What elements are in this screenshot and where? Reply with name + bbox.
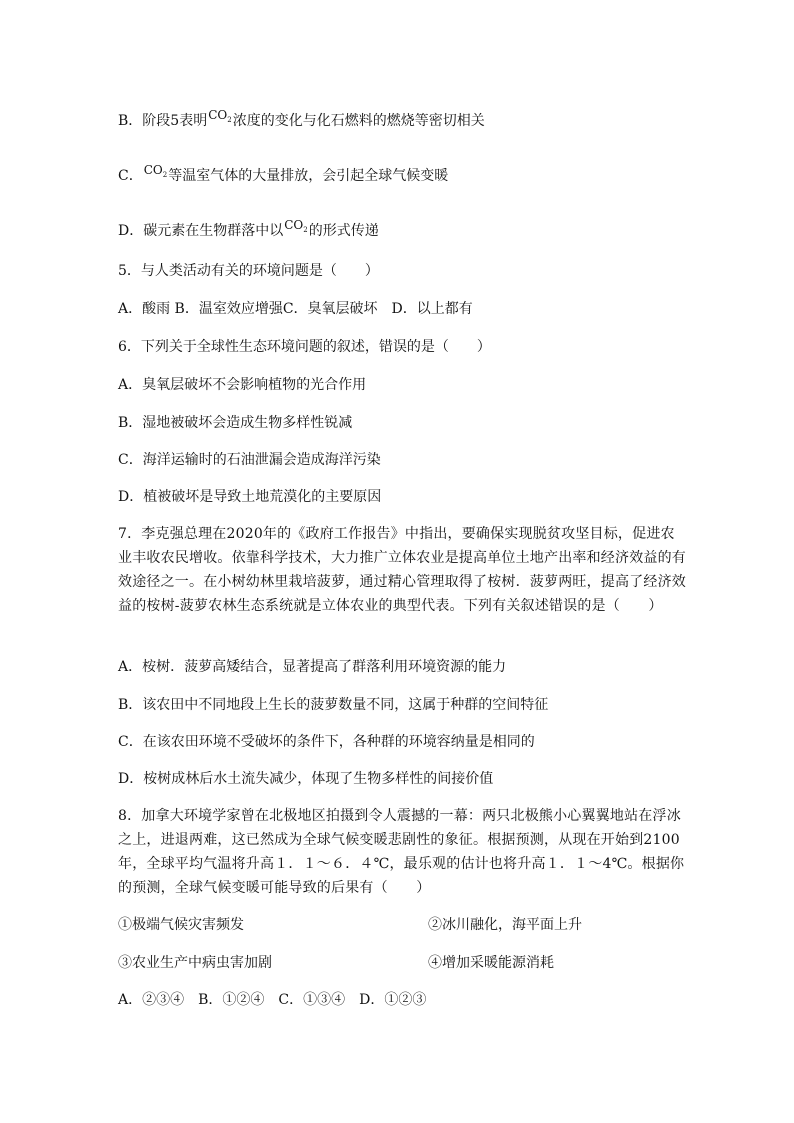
q8-item-1: ①极端气候灾害频发	[118, 917, 244, 933]
q7-option-a: A．桉树．菠萝高矮结合，显著提高了群落利用环境资源的能力	[118, 659, 507, 675]
q8-item-3: ③农业生产中病虫害加剧	[118, 955, 272, 971]
q7-option-c: C．在该农田环境不受破坏的条件下，各种群的环境容纳量是相同的	[118, 734, 535, 750]
q7-option-d: D．桉树成林后水土流失减少，体现了生物多样性的间接价值	[118, 771, 494, 787]
q4-option-b-text-2: 浓度的变化与化石燃料的燃烧等密切相关	[232, 113, 485, 129]
q8-items-row-2	[118, 952, 684, 974]
co2-formula: $CO_2$	[143, 163, 168, 179]
q6-option-c: C．海洋运输时的石油泄漏会造成海洋污染	[118, 452, 381, 468]
q4-option-d	[118, 220, 684, 244]
q8-item-2: ②冰川融化，海平面上升	[428, 917, 582, 933]
q4-option-b-text-1: B．阶段5表明	[118, 113, 208, 129]
q8-stem: 8．加拿大环境学家曾在北极地区拍摄到令人震撼的一幕：两只北极熊小心翼翼地站在浮冰之上，进退两难，这已然成为全球气候变暖悲剧性的象征。根据预测，从现在开始到2100年，全球平均气温将升高１．１～６．４℃，最乐观的估计也将升高１．１～4℃。根据你的预测，全球气候变暖可能导致的后果有（ ）	[118, 808, 685, 896]
q4-option-d-text-1: D．碳元素在生物群落中以	[118, 223, 284, 239]
q4-option-c	[118, 165, 684, 189]
q5-stem: 5．与人类活动有关的环境问题是（ ）	[118, 263, 379, 279]
q7-option-b: B．该农田中不同地段上生长的菠萝数量不同，这属于种群的空间特征	[118, 697, 549, 713]
co2-formula: $CO_2$	[284, 218, 308, 234]
q8-options: A．②③④ B．①②④ C．①③④ D．①②③	[118, 992, 427, 1008]
q4-option-c-text-2: 等温室气体的大量排放，会引起全球气候变暖	[168, 168, 449, 184]
q6-stem: 6．下列关于全球性生态环境问题的叙述，错误的是（ ）	[118, 339, 491, 355]
q5-options: A．酸雨 B．温室效应增强C．臭氧层破坏 D．以上都有	[118, 301, 473, 317]
q4-option-c-text-1: C．	[118, 168, 143, 184]
co2-formula: $CO_2$	[208, 108, 232, 124]
q7-stem: 7．李克强总理在2020年的《政府工作报告》中指出，要确保实现脱贫攻坚目标，促进农业丰收农民增收。依靠科学技术，大力推广立体农业是提高单位土地产出率和经济效益的有效途径之一。在小树幼林里栽培菠萝，通过精心管理取得了桉树．菠萝两旺，提高了经济效益的桉树-菠萝农林生态系统就是立体农业的典型代表。下列有关叙述错误的是（ ）	[118, 526, 686, 614]
q6-option-a: A．臭氧层破坏不会影响植物的光合作用	[118, 377, 367, 393]
q6-option-b: B．湿地被破坏会造成生物多样性锐减	[118, 415, 353, 431]
q8-item-4: ④增加采暖能源消耗	[428, 955, 554, 971]
q8-items-row-1	[118, 914, 684, 936]
q4-option-d-text-2: 的形式传递	[308, 223, 379, 239]
q6-option-d: D．植被破坏是导致土地荒漠化的主要原因	[118, 489, 382, 505]
q4-option-b	[118, 110, 684, 134]
